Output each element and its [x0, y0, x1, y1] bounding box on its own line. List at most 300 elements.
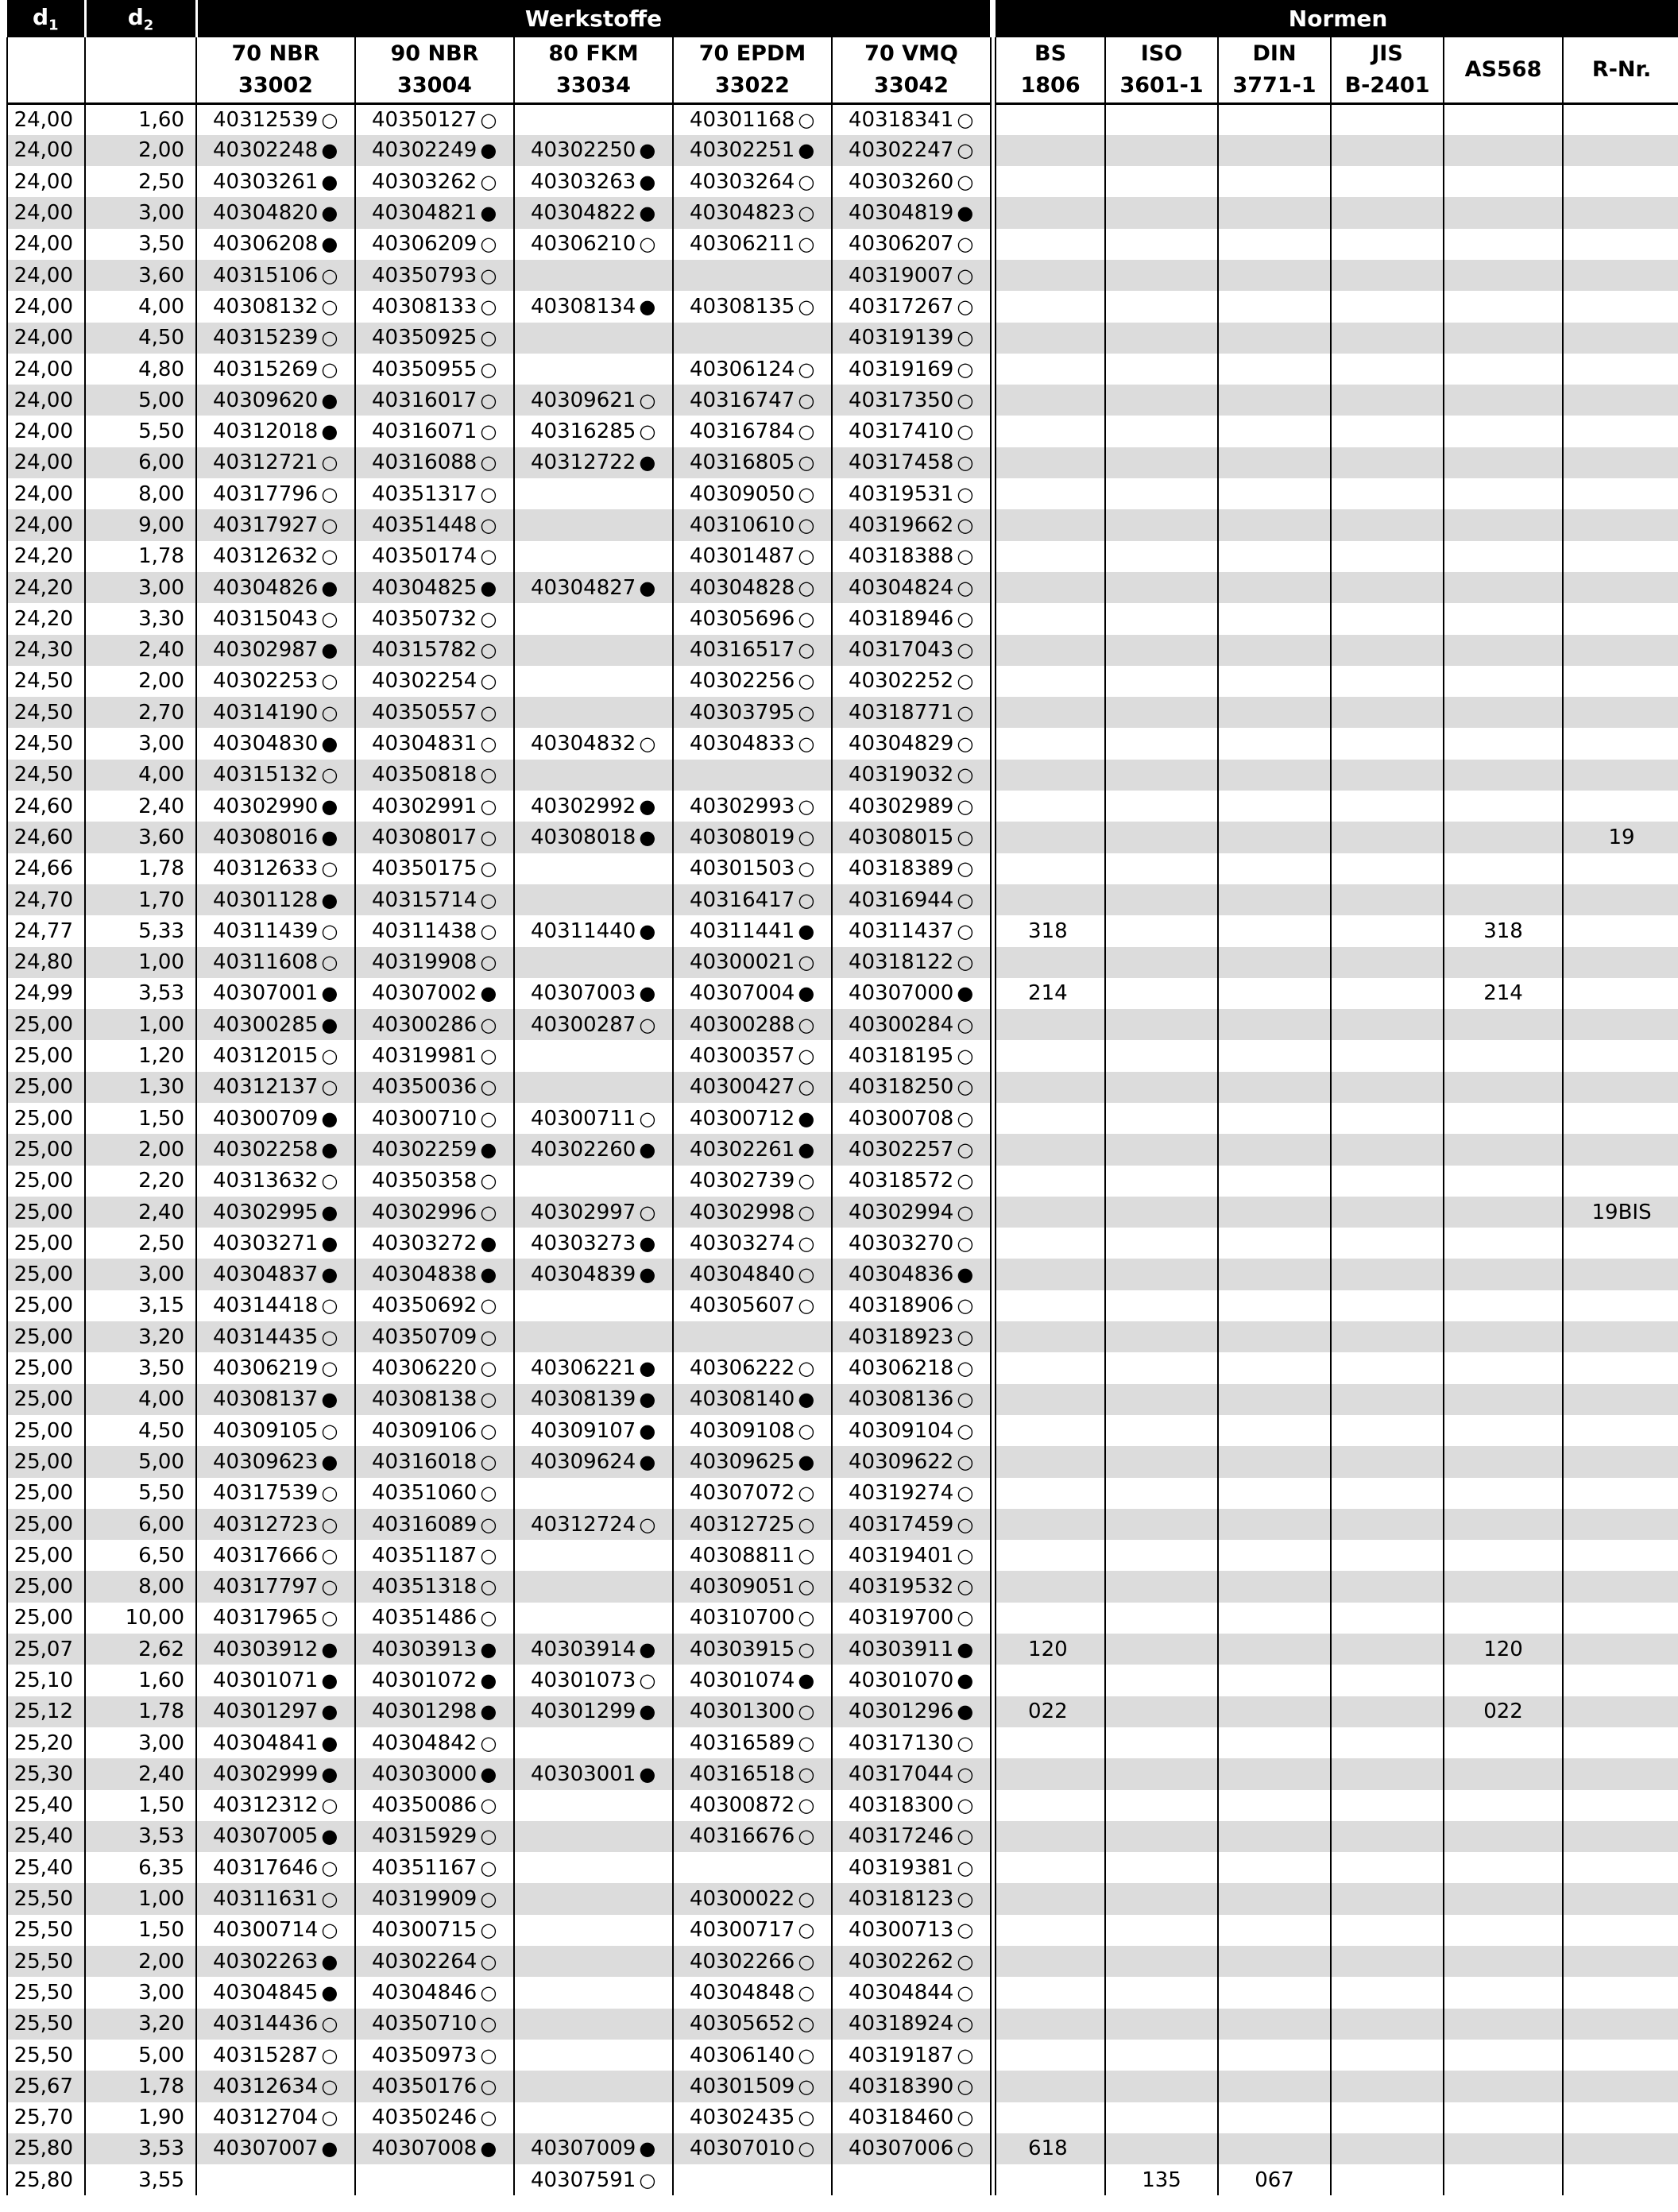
norm-cell: [1218, 260, 1331, 291]
norm-cell: [1105, 853, 1218, 884]
material-cell: [355, 1384, 514, 1415]
article-number: 40306222: [690, 1356, 795, 1381]
material-cell: [355, 1259, 514, 1290]
stock-empty-icon: ○: [480, 1325, 497, 1348]
norm-cell: [1331, 1540, 1444, 1571]
d2-cell: 1,78: [85, 853, 196, 884]
table-row: [7, 666, 1678, 697]
norm-cell: [1105, 2102, 1218, 2133]
material-cell: [355, 385, 514, 416]
article-number: 40302263: [213, 1949, 319, 1974]
norm-cell: [1563, 1696, 1678, 1727]
stock-filled-icon: ●: [639, 1263, 656, 1286]
stock-empty-icon: ○: [798, 951, 815, 974]
material-cell: [514, 1290, 673, 1321]
stock-empty-icon: ○: [798, 2106, 815, 2129]
article-number: 40350818: [372, 763, 477, 787]
norm-cell: [1444, 1384, 1563, 1415]
stock-empty-icon: ○: [798, 2137, 815, 2160]
material-cell: [355, 1352, 514, 1383]
material-cell: [196, 2164, 355, 2195]
article-number: 40304840: [690, 1263, 795, 1287]
article-number: 40306218: [849, 1356, 954, 1381]
material-cell: [832, 104, 991, 135]
d1-cell: 24,50: [7, 760, 85, 791]
norm-cell: [1563, 791, 1678, 822]
stock-empty-icon: ○: [798, 1919, 815, 1942]
d2-cell: 3,20: [85, 2009, 196, 2040]
article-number: 40312137: [213, 1075, 319, 1100]
norm-cell: [1218, 1384, 1331, 1415]
article-number: 40301071: [213, 1668, 319, 1692]
stock-empty-icon: ○: [480, 545, 497, 568]
stock-empty-icon: ○: [957, 857, 974, 880]
stock-empty-icon: ○: [639, 2168, 656, 2191]
material-cell: [832, 2071, 991, 2102]
d2-cell: 3,60: [85, 260, 196, 291]
article-number: 40302253: [213, 669, 319, 694]
material-cell: [355, 603, 514, 634]
stock-empty-icon: ○: [957, 514, 974, 536]
article-number: 40303911: [849, 1637, 954, 1661]
norm-cell: [1444, 1290, 1563, 1321]
stock-empty-icon: ○: [957, 607, 974, 630]
norm-cell: [1331, 1478, 1444, 1509]
table-row: [7, 135, 1678, 166]
table-row: [7, 728, 1678, 759]
stock-empty-icon: ○: [798, 1294, 815, 1317]
stock-empty-icon: ○: [957, 482, 974, 505]
material-cell: [514, 1727, 673, 1758]
article-number: 40309623: [213, 1449, 319, 1474]
stock-filled-icon: ●: [321, 1700, 338, 1723]
article-number: 40350709: [372, 1324, 477, 1349]
article-number: 40319981: [372, 1044, 477, 1069]
article-number: 40318906: [849, 1294, 954, 1318]
stock-empty-icon: ○: [480, 1919, 497, 1942]
article-number: 40311631: [213, 1887, 319, 1912]
stock-empty-icon: ○: [957, 264, 974, 287]
norm-cell: [1563, 2009, 1678, 2040]
stock-filled-icon: ●: [639, 1388, 656, 1411]
material-cell: [196, 1321, 355, 1352]
norm-cell: [1563, 541, 1678, 572]
article-number: 40306210: [531, 232, 636, 257]
stock-empty-icon: ○: [957, 826, 974, 849]
norm-cell: [1563, 1758, 1678, 1789]
stock-empty-icon: ○: [480, 1357, 497, 1380]
stock-filled-icon: ●: [480, 2137, 497, 2160]
norm-cell: [996, 447, 1105, 478]
norm-cell: 214: [1444, 978, 1563, 1009]
stock-filled-icon: ●: [321, 170, 338, 193]
d2-cell: 8,00: [85, 478, 196, 509]
article-number: 40319032: [849, 763, 954, 787]
stock-filled-icon: ●: [639, 795, 656, 818]
stock-filled-icon: ●: [639, 1419, 656, 1442]
article-number: 40319169: [849, 357, 954, 381]
d2-cell: 4,50: [85, 1415, 196, 1446]
norm-cell: [1105, 1727, 1218, 1758]
article-number: 40309106: [372, 1418, 477, 1443]
stock-filled-icon: ●: [957, 982, 974, 1005]
norm-cell: [1331, 166, 1444, 197]
stock-empty-icon: ○: [798, 1263, 815, 1286]
norm-cell: [1444, 166, 1563, 197]
article-number: 40350793: [372, 263, 477, 288]
norm-cell: [1331, 260, 1444, 291]
article-number: 40315287: [213, 2043, 319, 2067]
norm-cell: [1105, 1384, 1218, 1415]
article-number: 40303274: [690, 1231, 795, 1255]
norm-cell: 135: [1105, 2164, 1218, 2195]
material-cell: [514, 1384, 673, 1415]
norm-cell: [996, 697, 1105, 728]
table-row: [7, 166, 1678, 197]
stock-empty-icon: ○: [480, 1170, 497, 1193]
norm-cell: [996, 1415, 1105, 1446]
norm-cell: [1105, 135, 1218, 166]
norm-cell: [1218, 2009, 1331, 2040]
norm-cell: [1331, 135, 1444, 166]
stock-filled-icon: ●: [639, 1638, 656, 1661]
table-row: [7, 947, 1678, 978]
stock-empty-icon: ○: [480, 639, 497, 662]
norm-cell: [1331, 978, 1444, 1009]
material-header: 90 NBR 33004: [355, 37, 514, 104]
norm-cell: [1105, 2009, 1218, 2040]
norm-cell: [1563, 1290, 1678, 1321]
material-cell: [514, 1790, 673, 1821]
material-cell: [673, 1415, 832, 1446]
norm-cell: [1105, 1758, 1218, 1789]
article-number: 40318195: [849, 1044, 954, 1069]
stock-empty-icon: ○: [480, 2044, 497, 2067]
table-row: [7, 1977, 1678, 2008]
norm-cell: [1444, 1883, 1563, 1914]
stock-empty-icon: ○: [321, 951, 338, 974]
material-cell: [673, 978, 832, 1009]
material-cell: [196, 385, 355, 416]
norm-cell: [1331, 1727, 1444, 1758]
d2-cell: 2,62: [85, 1634, 196, 1665]
norm-cell: [1563, 1883, 1678, 1914]
article-number: 40302258: [213, 1137, 319, 1162]
stock-empty-icon: ○: [480, 733, 497, 756]
norm-cell: [1331, 323, 1444, 354]
stock-empty-icon: ○: [321, 327, 338, 350]
material-cell: [355, 728, 514, 759]
article-number: 40300287: [531, 1012, 636, 1037]
material-cell: [355, 822, 514, 853]
d2-cell: 1,50: [85, 1790, 196, 1821]
norm-cell: [1218, 416, 1331, 447]
article-number: 40308018: [531, 825, 636, 849]
d2-cell: 2,40: [85, 635, 196, 666]
d2-cell: 9,00: [85, 509, 196, 540]
stock-empty-icon: ○: [957, 233, 974, 256]
stock-empty-icon: ○: [639, 1201, 656, 1224]
norm-cell: [1563, 572, 1678, 603]
norm-cell: [1105, 509, 1218, 540]
material-cell: [673, 1103, 832, 1134]
stock-empty-icon: ○: [957, 170, 974, 193]
d2-cell: 4,00: [85, 760, 196, 791]
table-row: [7, 1290, 1678, 1321]
norm-cell: [1563, 104, 1678, 135]
norm-cell: [1331, 1603, 1444, 1634]
material-cell: [832, 323, 991, 354]
material-cell: [673, 229, 832, 260]
material-cell: [355, 354, 514, 385]
table-row: [7, 354, 1678, 385]
stock-empty-icon: ○: [798, 857, 815, 880]
material-cell: [355, 1540, 514, 1571]
stock-filled-icon: ●: [639, 826, 656, 849]
norm-cell: [1331, 697, 1444, 728]
article-number: 40316018: [372, 1449, 477, 1474]
d1-cell: 25,30: [7, 1758, 85, 1789]
stock-empty-icon: ○: [798, 2044, 815, 2067]
norm-cell: [1218, 166, 1331, 197]
norm-cell: [1563, 1166, 1678, 1197]
article-number: 40307009: [531, 2137, 636, 2161]
material-cell: [355, 1727, 514, 1758]
norm-cell: [1105, 978, 1218, 1009]
material-cell: [355, 666, 514, 697]
norm-cell: [1331, 1009, 1444, 1040]
article-number: 40304848: [690, 1980, 795, 2005]
material-cell: [832, 760, 991, 791]
article-number: 40312632: [213, 544, 319, 569]
material-cell: [514, 541, 673, 572]
article-number: 40309620: [213, 388, 319, 412]
stock-empty-icon: ○: [957, 1825, 974, 1848]
stock-empty-icon: ○: [798, 482, 815, 505]
d1-cell: 25,67: [7, 2071, 85, 2102]
material-cell: [196, 572, 355, 603]
material-cell: [196, 166, 355, 197]
d1-cell: 25,00: [7, 1446, 85, 1477]
norm-cell: [1563, 697, 1678, 728]
material-cell: [673, 572, 832, 603]
article-number: 40302993: [690, 794, 795, 818]
stock-empty-icon: ○: [957, 2137, 974, 2160]
norm-cell: [1331, 2009, 1444, 2040]
stock-empty-icon: ○: [798, 607, 815, 630]
article-number: 40350175: [372, 857, 477, 881]
table-row: [7, 1040, 1678, 1071]
table-row: [7, 1384, 1678, 1415]
material-cell: [832, 1821, 991, 1852]
stock-empty-icon: ○: [957, 108, 974, 131]
norm-cell: [1444, 447, 1563, 478]
stock-filled-icon: ●: [639, 1357, 656, 1380]
d2-cell: 1,60: [85, 104, 196, 135]
stock-empty-icon: ○: [957, 1919, 974, 1942]
material-cell: [514, 323, 673, 354]
table-row: [7, 1790, 1678, 1821]
stock-empty-icon: ○: [480, 1450, 497, 1473]
material-cell: [514, 1603, 673, 1634]
article-number: 40314190: [213, 700, 319, 725]
article-number: 40316589: [690, 1731, 795, 1755]
d1-cell: 25,00: [7, 1415, 85, 1446]
norm-cell: [1105, 1790, 1218, 1821]
norm-cell: [1218, 2133, 1331, 2164]
material-cell: [832, 1540, 991, 1571]
material-cell: [196, 197, 355, 228]
stock-empty-icon: ○: [798, 295, 815, 318]
material-cell: [355, 1696, 514, 1727]
article-number: 40309107: [531, 1418, 636, 1443]
d2-cell: 1,78: [85, 541, 196, 572]
stock-filled-icon: ●: [957, 202, 974, 225]
norm-cell: [1105, 1166, 1218, 1197]
d1-cell: 25,00: [7, 1384, 85, 1415]
stock-empty-icon: ○: [480, 1419, 497, 1442]
norm-cell: [1563, 1478, 1678, 1509]
stock-filled-icon: ●: [321, 576, 338, 599]
article-number: 40303912: [213, 1637, 319, 1661]
norm-cell: 120: [1444, 1634, 1563, 1665]
material-cell: [196, 509, 355, 540]
d2-cell: 1,70: [85, 884, 196, 915]
material-cell: [355, 1166, 514, 1197]
article-number: 40318123: [849, 1887, 954, 1912]
norm-cell: [1105, 1009, 1218, 1040]
norm-cell: [1444, 1321, 1563, 1352]
d2-cell: 1,90: [85, 2102, 196, 2133]
norm-cell: [1444, 884, 1563, 915]
article-number: 40308015: [849, 825, 954, 849]
article-number: 40307006: [849, 2137, 954, 2161]
norm-cell: [1444, 478, 1563, 509]
norm-cell: [1331, 509, 1444, 540]
d1-cell: 24,77: [7, 915, 85, 946]
material-cell: [673, 915, 832, 946]
table-row: [7, 447, 1678, 478]
material-cell: [355, 478, 514, 509]
article-number: 40319909: [372, 1887, 477, 1912]
stock-empty-icon: ○: [957, 2075, 974, 2098]
material-cell: [832, 666, 991, 697]
material-cell: [673, 1821, 832, 1852]
material-cell: [196, 1103, 355, 1134]
norm-cell: [1444, 1197, 1563, 1228]
stock-empty-icon: ○: [639, 1513, 656, 1536]
norm-header: JIS B-2401: [1331, 37, 1444, 104]
article-number: 40309104: [849, 1418, 954, 1443]
stock-empty-icon: ○: [957, 639, 974, 662]
article-number: 40307010: [690, 2137, 795, 2161]
material-cell: [832, 1290, 991, 1321]
material-cell: [673, 416, 832, 447]
material-cell: [673, 385, 832, 416]
article-number: 40304841: [213, 1731, 319, 1755]
material-cell: [514, 1977, 673, 2008]
norm-cell: [1444, 697, 1563, 728]
stock-empty-icon: ○: [321, 1794, 338, 1817]
norm-cell: [996, 1915, 1105, 1946]
material-cell: [832, 1852, 991, 1883]
material-cell: [355, 323, 514, 354]
material-cell: [355, 978, 514, 1009]
norm-cell: [1105, 416, 1218, 447]
stock-empty-icon: ○: [798, 451, 815, 474]
article-number: 40304825: [372, 575, 477, 600]
stock-empty-icon: ○: [798, 358, 815, 381]
norm-cell: [1331, 541, 1444, 572]
norm-cell: [1218, 947, 1331, 978]
stock-empty-icon: ○: [321, 857, 338, 880]
norm-cell: [996, 1509, 1105, 1540]
article-number: 40302435: [690, 2106, 795, 2130]
norm-cell: [1218, 135, 1331, 166]
stock-empty-icon: ○: [798, 1950, 815, 1973]
table-row: [7, 1821, 1678, 1852]
material-cell: [832, 2009, 991, 2040]
material-cell: [355, 635, 514, 666]
material-cell: [355, 1072, 514, 1103]
norm-cell: [1105, 1228, 1218, 1259]
d1-cell: 24,50: [7, 728, 85, 759]
material-cell: [832, 385, 991, 416]
article-number: 40300357: [690, 1044, 795, 1069]
norm-cell: [1444, 1758, 1563, 1789]
stock-empty-icon: ○: [798, 545, 815, 568]
stock-empty-icon: ○: [957, 1731, 974, 1754]
article-number: 40311439: [213, 918, 319, 943]
stock-empty-icon: ○: [321, 764, 338, 787]
stock-filled-icon: ●: [321, 1013, 338, 1036]
stock-filled-icon: ●: [798, 1107, 815, 1130]
article-number: 40308811: [690, 1543, 795, 1568]
material-cell: [355, 1634, 514, 1665]
norm-cell: [996, 135, 1105, 166]
article-number: 40303260: [849, 169, 954, 194]
article-number: 40304823: [690, 201, 795, 226]
norm-cell: [1331, 385, 1444, 416]
material-cell: [832, 1883, 991, 1914]
norm-cell: [1444, 1727, 1563, 1758]
table-row: [7, 1758, 1678, 1789]
norm-cell: [996, 291, 1105, 322]
norm-cell: [1331, 2164, 1444, 2195]
stock-empty-icon: ○: [321, 2044, 338, 2067]
norm-cell: [1563, 291, 1678, 322]
norm-cell: [1218, 447, 1331, 478]
material-cell: [832, 2133, 991, 2164]
d1-cell: 24,00: [7, 197, 85, 228]
stock-filled-icon: ●: [321, 639, 338, 662]
norm-cell: [1563, 1259, 1678, 1290]
material-cell: [514, 166, 673, 197]
material-cell: [196, 1352, 355, 1383]
material-cell: [355, 541, 514, 572]
d1-cell: 25,00: [7, 1290, 85, 1321]
stock-filled-icon: ●: [639, 1762, 656, 1785]
stock-filled-icon: ●: [321, 1638, 338, 1661]
d2-cell: 3,60: [85, 822, 196, 853]
stock-empty-icon: ○: [321, 264, 338, 287]
article-number: 40301300: [690, 1700, 795, 1724]
norm-cell: [996, 635, 1105, 666]
d1-cell: 25,00: [7, 1166, 85, 1197]
article-number: 40314436: [213, 2012, 319, 2036]
norm-cell: [1331, 2102, 1444, 2133]
material-cell: [196, 323, 355, 354]
